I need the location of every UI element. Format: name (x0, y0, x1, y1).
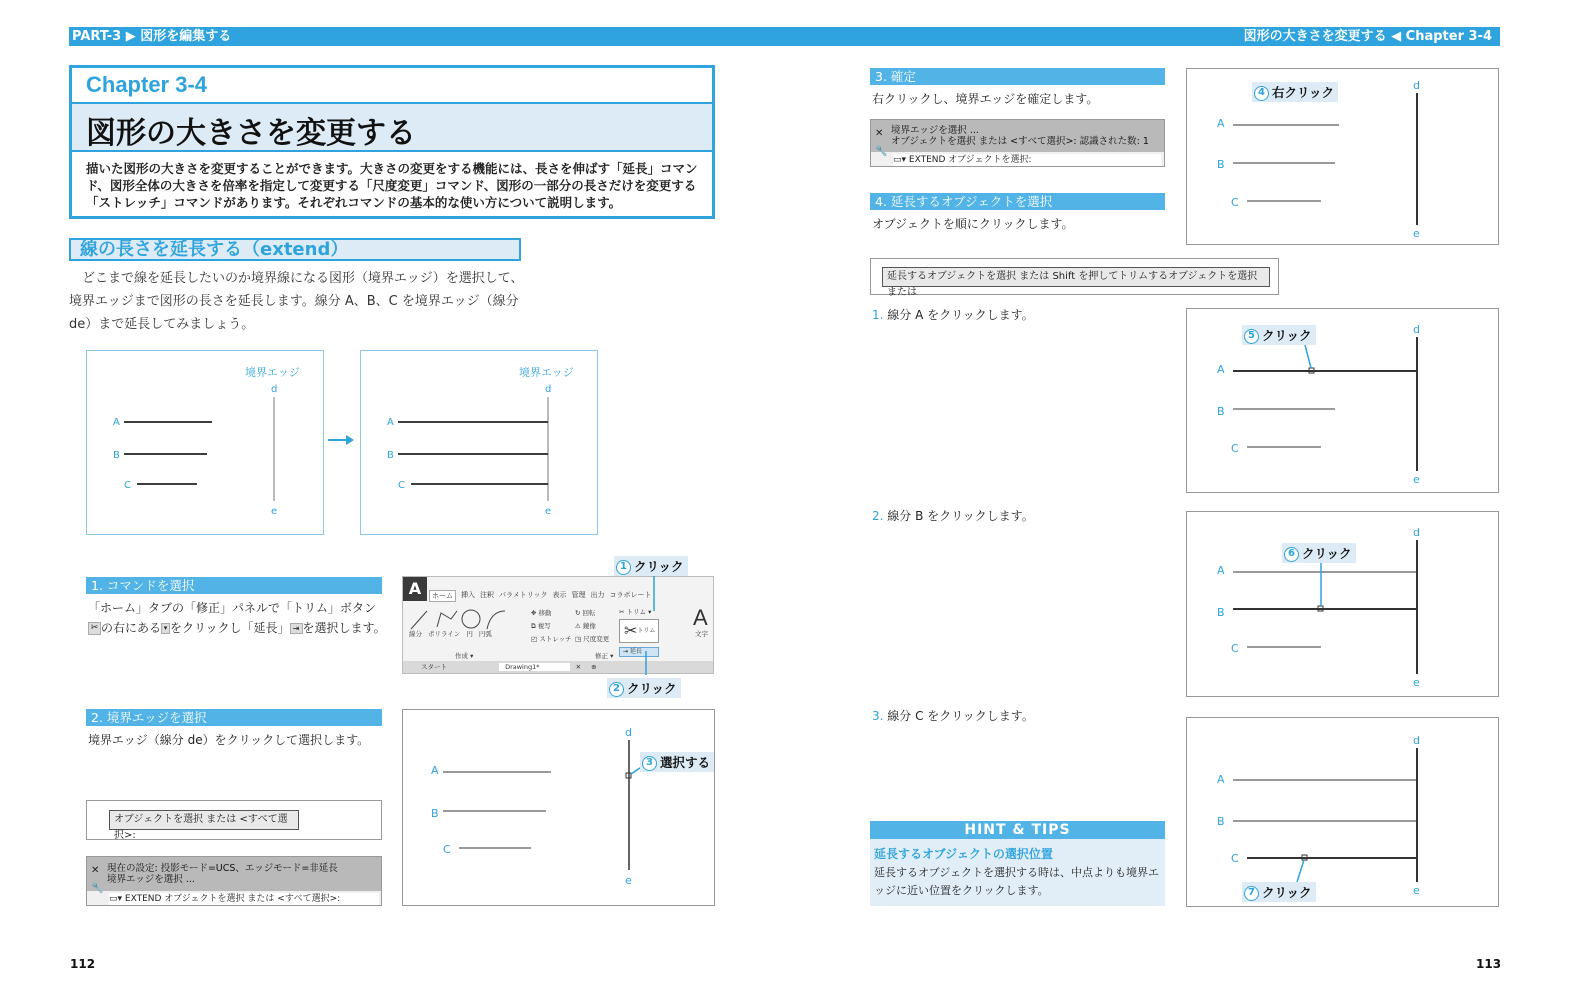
step1-heading: 1. コマンドを選択 (86, 577, 382, 594)
label-c: C (1231, 642, 1239, 655)
label-a: A (431, 764, 439, 777)
label-c: C (398, 480, 405, 491)
point-e-label: e (1413, 676, 1420, 689)
callout-3: 3 選択する (640, 752, 714, 772)
trim-tool[interactable]: ✂ トリム ▾ (619, 608, 652, 616)
hint-text: 延長するオブジェクトを選択する時は、中点よりも境界エッジに近い位置をクリックします。 (874, 866, 1160, 897)
chapter-label: Chapter 3-4 (86, 72, 208, 97)
document-tabs (403, 661, 713, 673)
callout-2: 2 クリック (607, 678, 681, 698)
command-input[interactable]: ▭▾ EXTEND オブジェクトを選択: (893, 154, 1161, 166)
step1-text-line2: ✂ の右にある ▾ をクリックし「延長」 ⇥ を選択します。 (88, 618, 388, 638)
label-b: B (113, 450, 120, 461)
extend-button-icon: ⇥ (290, 623, 303, 634)
sub1-text: 1. 線分 A をクリックします。 (872, 308, 1034, 322)
command-input[interactable]: ▭▾ EXTEND オブジェクトを選択 または <すべて選択>: (109, 893, 379, 905)
dropdown-arrow-icon: ▾ (161, 623, 170, 634)
label-a: A (1217, 564, 1225, 577)
figure-before (86, 350, 324, 535)
section-intro: どこまで線を延長したいのか境界線になる図形（境界エッジ）を選択して、境界エッジまで図形の長さを延長します。線分 A、B、C を境界エッジ（線分 de）まで延長してみましょう。 (69, 271, 524, 332)
ribbon-tabs (429, 590, 652, 602)
stretch-tool[interactable]: ◰ ストレッチ (531, 635, 572, 643)
modify-col2 (575, 607, 609, 646)
tab-insert[interactable]: 挿入 (461, 591, 475, 599)
step3-text: 右クリックし、境界エッジを確定します。 (872, 92, 1099, 106)
step4-heading: 4. 延長するオブジェクトを選択 (870, 193, 1165, 210)
label-c: C (124, 480, 131, 491)
figure-before-drawing (87, 351, 323, 534)
step4-text: オブジェクトを順にクリックします。 (872, 217, 1074, 231)
wrench-icon[interactable]: 🔧 (91, 883, 104, 894)
tab-parametric[interactable]: パラメトリック (499, 591, 548, 599)
rotate-tool[interactable]: ↻ 回転 (575, 609, 596, 617)
step2-prompt-box (86, 800, 382, 840)
close-icon[interactable]: ✕ (575, 663, 582, 671)
arrow-right-icon (326, 432, 356, 448)
circle-tool-label[interactable]: 円 (466, 630, 473, 638)
label-c: C (1231, 196, 1239, 209)
circle-tool-icon (462, 610, 480, 628)
callout-4: 4 右クリック (1252, 82, 1338, 102)
sub3-drawing (1187, 718, 1498, 906)
step3-heading: 3. 確定 (870, 68, 1165, 85)
point-d-label: d (1413, 734, 1420, 747)
point-e-label: e (1413, 227, 1420, 240)
polyline-tool-label[interactable]: ポリライン (428, 630, 461, 638)
doc-tab-drawing[interactable]: Drawing1* (499, 663, 569, 671)
point-d-label: d (271, 384, 278, 395)
point-e-label: e (625, 874, 632, 887)
callout-6: 6 クリック (1282, 543, 1356, 563)
callout-7-number: 7 (1244, 886, 1259, 901)
label-b: B (1217, 405, 1225, 418)
scissors-icon: ✂ (624, 621, 638, 640)
menu-extend[interactable]: ⇥ 延長 (619, 647, 659, 657)
step3-command-line (870, 119, 1165, 167)
step2-drawing (403, 710, 714, 905)
point-d-label: d (1413, 79, 1420, 92)
tab-collaborate[interactable]: コラボレート (609, 591, 652, 599)
cmd-history-line1: 境界エッジを選択 ... (891, 125, 979, 136)
callout-7-leader (1297, 860, 1304, 882)
line-tool-label[interactable]: 線分 (409, 630, 422, 638)
callout-5-leader (1305, 345, 1311, 368)
step2-prompt: オブジェクトを選択 または <すべて選択>: (109, 810, 299, 830)
step2-command-line (86, 856, 382, 906)
cmd-history-line2: オブジェクトを選択 または <すべて選択>: 認識された数: 1 (891, 136, 1149, 147)
point-d-label: d (1413, 526, 1420, 539)
label-a: A (387, 417, 394, 428)
chapter-description: 描いた図形の大きさを変更することができます。大きさの変更をする機能には、長さを伸ばす「延長」コマンド、図形全体の大きさを倍率を指定して変更する「尺度変更」コマンド、図形の一部分の長さだけを変更する「ストレッチ」コマンドがあります。それぞれコマンドの基本的な使い方について説明します。 (86, 161, 698, 210)
text-tool-icon[interactable]: A (693, 605, 708, 630)
point-e-label: e (271, 506, 278, 517)
point-e-label: e (1413, 884, 1420, 897)
point-e-label: e (1413, 473, 1420, 486)
modify-panel-label[interactable]: 修正 ▾ (595, 652, 614, 660)
draw-panel-label[interactable]: 作成 ▾ (455, 652, 474, 660)
app-logo-icon: A (403, 577, 427, 601)
command-history (87, 857, 381, 891)
sub3-text: 3. 線分 C をクリックします。 (872, 709, 1034, 723)
sub3-figure (1186, 717, 1499, 907)
callout-3-number: 3 (642, 756, 657, 771)
callout-5: 5 クリック (1242, 325, 1316, 345)
label-a: A (1217, 773, 1225, 786)
arc-tool-label[interactable]: 円弧 (478, 630, 492, 638)
chapter-title-bar (72, 102, 712, 152)
polyline-tool-icon (437, 611, 457, 627)
tab-home[interactable]: ホーム (429, 590, 456, 602)
step4-prompt-box (870, 258, 1279, 298)
step1-text (88, 598, 388, 638)
page-number-left: 112 (70, 957, 96, 971)
hint-title: 延長するオブジェクトの選択位置 (874, 847, 1053, 861)
point-d-label: d (1413, 323, 1420, 336)
tab-annotate[interactable]: 注釈 (480, 591, 494, 599)
sub1-drawing (1187, 309, 1498, 492)
menu-trim[interactable]: トリム (637, 627, 656, 635)
label-a: A (113, 417, 120, 428)
callout-7: 7 クリック (1242, 882, 1316, 902)
sub1-figure (1186, 308, 1499, 493)
boundary-edge-label: 境界エッジ (519, 366, 574, 379)
wrench-icon[interactable]: 🔧 (875, 146, 888, 157)
callout-6-number: 6 (1284, 547, 1299, 562)
cmd-history-line2: 境界エッジを選択 ... (107, 874, 195, 885)
hint-heading: HINT & TIPS (870, 821, 1165, 839)
label-a: A (1217, 117, 1225, 130)
move-tool[interactable]: ✥ 移動 (531, 609, 552, 617)
cmd-history-line1: 現在の設定: 投影モード=UCS、エッジモード=非延長 (107, 863, 338, 874)
chapter-title: 図形の大きさを変更する (86, 116, 416, 151)
text-tool-label[interactable]: 文字 (695, 630, 708, 638)
tab-view[interactable]: 表示 (552, 591, 567, 599)
trim-button-icon: ✂ (88, 622, 101, 635)
step2-heading: 2. 境界エッジを選択 (86, 709, 382, 726)
draw-tool-labels (409, 629, 492, 638)
doc-tab-start[interactable]: スタート (421, 663, 447, 671)
hint-body (870, 839, 1165, 906)
sub2-text: 2. 線分 B をクリックします。 (872, 509, 1034, 523)
step2-text: 境界エッジ（線分 de）をクリックして選択します。 (88, 733, 370, 747)
tab-output[interactable]: 出力 (590, 591, 605, 599)
label-c: C (1231, 442, 1239, 455)
point-e-label: e (545, 506, 552, 517)
label-c: C (1231, 852, 1239, 865)
modify-col1 (531, 607, 572, 646)
callout-1: 1 クリック (614, 556, 688, 576)
sub2-drawing (1187, 512, 1498, 696)
hint-box (870, 821, 1165, 906)
scale-tool[interactable]: ◳ 尺度変更 (575, 635, 610, 643)
ribbon-screenshot (402, 576, 714, 674)
new-tab-icon[interactable]: ⊕ (591, 663, 597, 671)
label-b: B (431, 807, 439, 820)
boundary-edge-label: 境界エッジ (245, 366, 300, 379)
copy-tool[interactable]: ⧉ 複写 (531, 622, 551, 630)
callout-leaders-1-2 (640, 565, 660, 685)
callout-4-number: 4 (1254, 86, 1269, 101)
label-b: B (387, 450, 394, 461)
step2-figure (402, 709, 715, 906)
step4-prompt: 延長するオブジェクトを選択 または Shift を押してトリムするオブジェクトを選択 または (882, 267, 1270, 287)
arc-tool-icon (487, 611, 505, 629)
point-d-label: d (625, 726, 632, 739)
sub2-figure (1186, 511, 1499, 697)
command-history (871, 120, 1164, 152)
point-d-label: d (545, 384, 552, 395)
step3-figure (1186, 68, 1499, 245)
figure-after (360, 350, 598, 535)
callout-1-number: 1 (616, 560, 631, 575)
chapter-running-title: 図形の大きさを変更する ◀ Chapter 3-4 (784, 27, 1500, 46)
callout-2-number: 2 (609, 682, 624, 697)
page-number-right: 113 (1476, 957, 1502, 971)
figure-after-drawing (361, 351, 597, 534)
callout-5-number: 5 (1244, 329, 1259, 344)
section-heading: 線の長さを延長する（extend） (69, 238, 521, 261)
label-b: B (1217, 158, 1225, 171)
line-tool-icon (411, 611, 427, 629)
close-icon[interactable]: ✕ (875, 128, 884, 139)
step1-text-line1: 「ホーム」タブの「修正」パネルで「トリム」ボタン (88, 601, 377, 615)
tab-manage[interactable]: 管理 (571, 591, 586, 599)
close-icon[interactable]: ✕ (91, 865, 100, 876)
label-c: C (443, 843, 451, 856)
mirror-tool[interactable]: ⚠ 鏡像 (575, 622, 596, 630)
label-b: B (1217, 815, 1225, 828)
label-b: B (1217, 606, 1225, 619)
step3-drawing (1187, 69, 1498, 244)
chapter-box (69, 65, 715, 219)
label-a: A (1217, 363, 1225, 376)
part-header: PART-3 ▶ 図形を編集する (69, 27, 784, 46)
